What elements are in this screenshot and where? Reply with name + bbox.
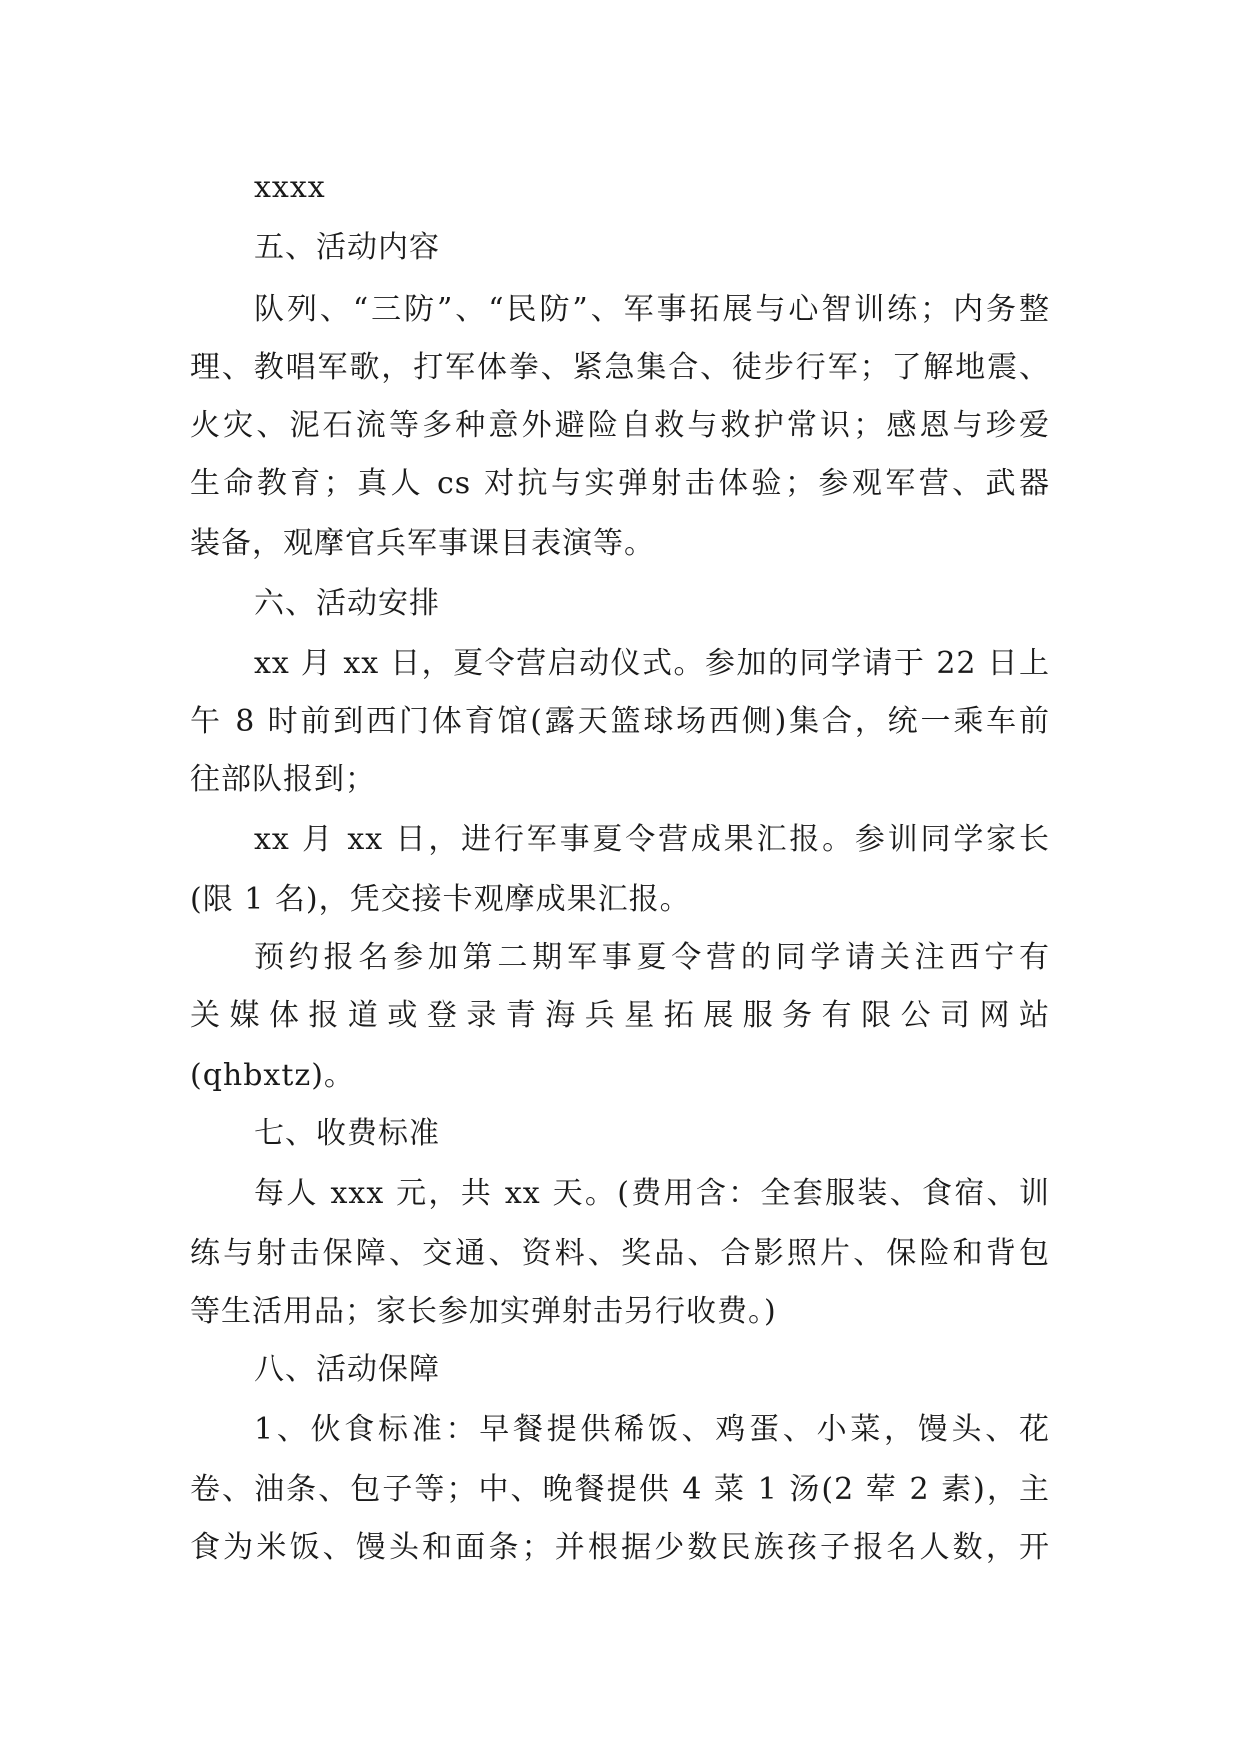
text-line: 火灾、泥石流等多种意外避险自救与救护常识；感恩与珍爱 bbox=[190, 408, 1050, 443]
text-line: 食为米饭、馒头和面条；并根据少数民族孩子报名人数，开 bbox=[190, 1530, 1050, 1565]
text-line: (qhbxtz)。 bbox=[190, 1058, 355, 1093]
text-line: 等生活用品；家长参加实弹射击另行收费。) bbox=[190, 1294, 777, 1329]
section-heading: 七、收费标准 bbox=[254, 1116, 440, 1151]
text-line: (限 1 名)，凭交接卡观摩成果汇报。 bbox=[190, 882, 691, 917]
section-heading: 八、活动保障 bbox=[254, 1352, 440, 1387]
text-line: 队列、“三防”、“民防”、军事拓展与心智训练；内务整 bbox=[254, 292, 1050, 327]
text-line: 生命教育；真人 cs 对抗与实弹射击体验；参观军营、武器 bbox=[190, 466, 1050, 501]
section-heading: 五、活动内容 bbox=[254, 230, 440, 265]
text-line: 往部队报到； bbox=[190, 762, 376, 797]
text-line: 1、伙食标准：早餐提供稀饭、鸡蛋、小菜，馒头、花 bbox=[254, 1412, 1050, 1447]
text-line: 预约报名参加第二期军事夏令营的同学请关注西宁有 bbox=[254, 940, 1050, 975]
text-line: 午 8 时前到西门体育馆(露天篮球场西侧)集合，统一乘车前 bbox=[190, 704, 1050, 739]
text-line: xxxx bbox=[254, 170, 326, 205]
text-line: 理、教唱军歌，打军体拳、紧急集合、徒步行军；了解地震、 bbox=[190, 350, 1050, 385]
text-line: 练与射击保障、交通、资料、奖品、合影照片、保险和背包 bbox=[190, 1236, 1050, 1271]
text-line: xx 月 xx 日，夏令营启动仪式。参加的同学请于 22 日上 bbox=[254, 646, 1050, 681]
section-heading: 六、活动安排 bbox=[254, 586, 440, 621]
text-line: 每人 xxx 元，共 xx 天。(费用含：全套服装、食宿、训 bbox=[254, 1176, 1050, 1211]
text-line: 关媒体报道或登录青海兵星拓展服务有限公司网站 bbox=[190, 998, 1050, 1033]
text-line: 卷、油条、包子等；中、晚餐提供 4 菜 1 汤(2 荤 2 素)，主 bbox=[190, 1472, 1050, 1507]
text-line: 装备，观摩官兵军事课目表演等。 bbox=[190, 526, 655, 561]
text-line: xx 月 xx 日，进行军事夏令营成果汇报。参训同学家长 bbox=[254, 822, 1050, 857]
